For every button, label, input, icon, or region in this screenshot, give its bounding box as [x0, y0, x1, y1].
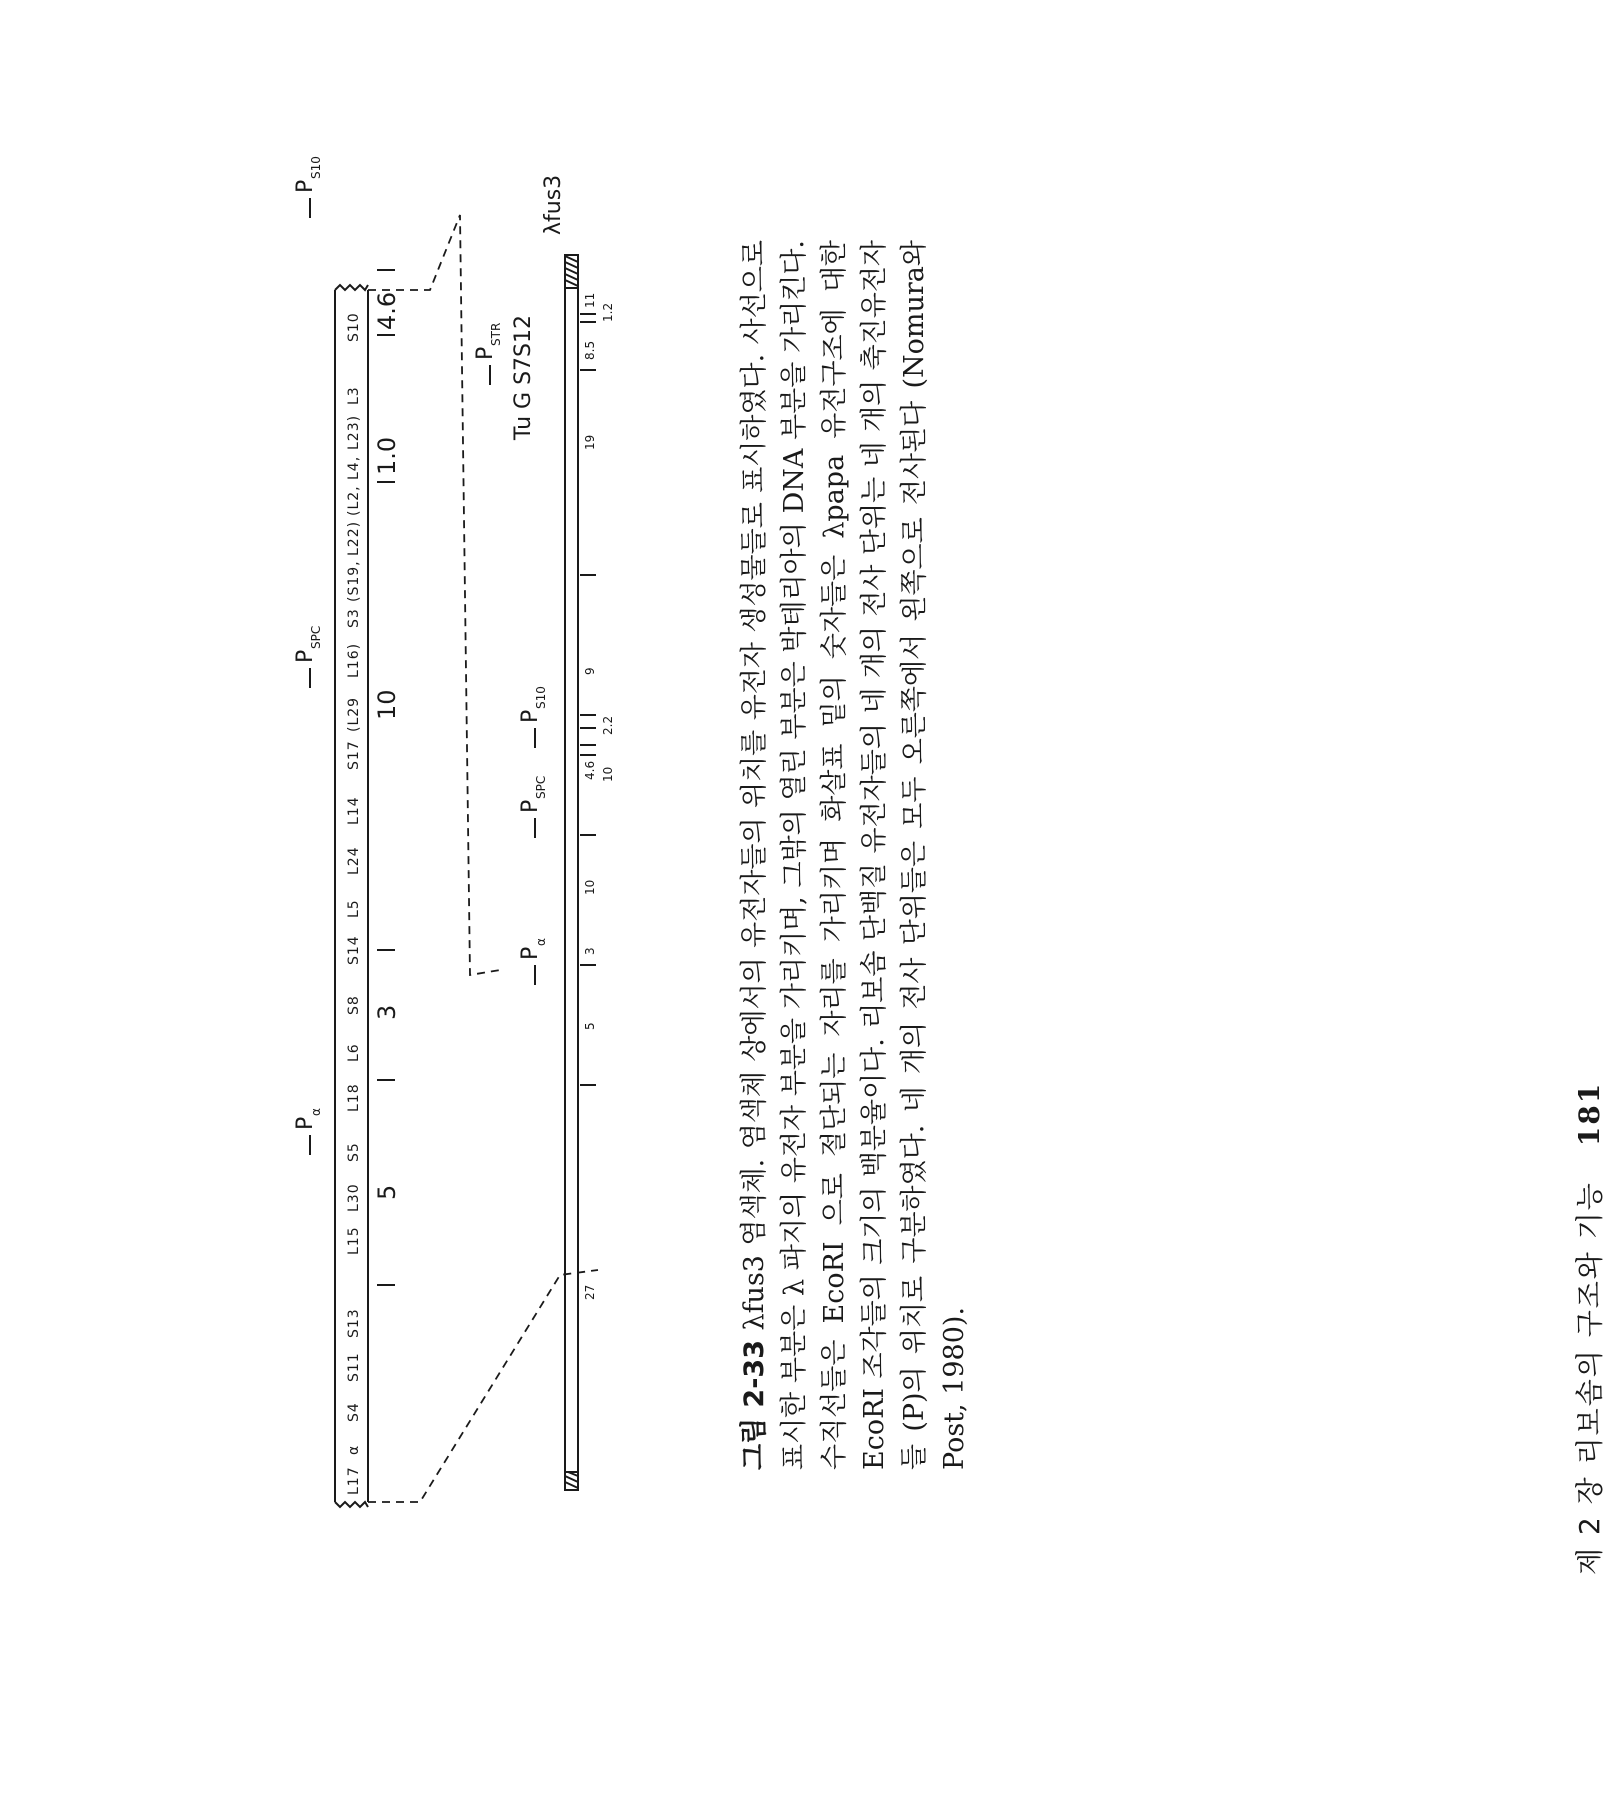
- gene-label: L18: [346, 1083, 362, 1112]
- str-genes-label: Tu G S7S12: [511, 315, 536, 440]
- promoter-p-str: [473, 323, 503, 385]
- fragment-number: 5: [583, 1022, 597, 1030]
- gene-label: α: [346, 1444, 362, 1455]
- fragment-number: 10: [583, 879, 597, 895]
- gene-label: S4: [346, 1402, 362, 1422]
- gene-label: L15: [346, 1226, 362, 1255]
- chapter-title: 제 2 장 리보솜의 구조와 기능: [1573, 1181, 1606, 1575]
- gene-label: L5: [346, 899, 362, 918]
- svg-text:P: P: [518, 946, 543, 960]
- gene-label: L3: [346, 386, 362, 405]
- gene-map-diagram: [0, 0, 700, 1800]
- gene-label: L16): [346, 642, 362, 678]
- gene-label: S13: [346, 1308, 362, 1338]
- svg-text:P: P: [473, 346, 498, 360]
- transcription-unit-numbers: [373, 292, 401, 1200]
- svg-text:α: α: [534, 938, 548, 946]
- svg-text:S10: S10: [534, 686, 548, 709]
- promoter-p-alpha: [293, 1108, 323, 1155]
- gene-label: S10: [346, 312, 362, 342]
- gene-label: L23): [346, 414, 362, 450]
- svg-text:P: P: [518, 799, 543, 813]
- promoter-p-s10-lower: [518, 686, 548, 748]
- lower-bar: [565, 255, 578, 1490]
- gene-label: L30: [346, 1183, 362, 1212]
- fragment-number: 10: [601, 766, 615, 782]
- svg-text:P: P: [518, 709, 543, 723]
- svg-text:SPC: SPC: [309, 625, 323, 649]
- svg-text:SPC: SPC: [534, 775, 548, 799]
- gene-label: (L29: [346, 696, 362, 732]
- fragment-number: 11: [583, 292, 597, 308]
- gene-label: L22): [346, 520, 362, 556]
- gene-label: S11: [346, 1352, 362, 1382]
- svg-text:P: P: [293, 1116, 318, 1130]
- page-footer: [1568, 1082, 1608, 1575]
- gene-label: L4,: [346, 455, 362, 480]
- phage-label: λfus3: [541, 174, 566, 235]
- promoter-p-s10: [293, 156, 323, 218]
- fragment-number: 4.6: [583, 760, 597, 780]
- fragment-number: 1.2: [601, 302, 615, 322]
- fragment-number: 9: [583, 667, 597, 675]
- unit-number: 3: [373, 1004, 401, 1020]
- promoter-p-alpha-lower: [518, 938, 548, 985]
- gene-label: L6: [346, 1043, 362, 1062]
- gene-label: S8: [346, 995, 362, 1015]
- top-promoters: [293, 156, 323, 1155]
- unit-number: 5: [373, 1184, 401, 1200]
- figure-caption: [735, 240, 975, 1470]
- gene-label: S5: [346, 1142, 362, 1162]
- fragment-number: 8.5: [583, 340, 597, 360]
- lower-promoters: [473, 175, 566, 985]
- gene-label: S14: [346, 935, 362, 965]
- page-number: 181: [1573, 1081, 1606, 1147]
- fragment-number: 3: [583, 947, 597, 955]
- svg-text:STR: STR: [489, 322, 503, 346]
- dashed-connectors: [368, 215, 598, 1502]
- fragment-number: 19: [583, 434, 597, 450]
- gene-label: L14: [346, 796, 362, 825]
- fragment-number: 27: [583, 1284, 597, 1300]
- gene-label: (L2,: [346, 485, 362, 516]
- fragment-number: 2.2: [601, 715, 615, 735]
- unit-number: 1.0: [373, 436, 401, 475]
- gene-labels: [346, 312, 362, 1495]
- ecori-fragment-numbers: [583, 293, 615, 1300]
- gene-label: L17: [346, 1466, 362, 1495]
- figure-label: 그림 2-33: [739, 1340, 770, 1470]
- transcription-units: [377, 270, 395, 1285]
- unit-number: 4.6: [373, 291, 401, 330]
- gene-label: L24: [346, 846, 362, 875]
- gene-label: S17: [346, 740, 362, 770]
- svg-text:α: α: [309, 1108, 323, 1116]
- gene-label: S3: [346, 608, 362, 628]
- caption-text: λfus3 염색체. 염색체 상에서의 유전자들의 위치를 유전자 생성물들로 표시하였다. 사선으로 표시한 부분은 λ 파지의 유전자 부분을 가리키며, 그밖의 열린 부분은 박테리아의 DNA 부분을 가리킨다. 수직선들은 EcoRI 으로 절단되는 자리를 가리키며 화살표 밑의 숫자들은 λpapa 유전구조에 대한 EcoRI 조각들의 크기의 백분율이다. 리보솜 단백질 유전자들의 네 개의 전사 단위는 네 개의 축진유전자들 (P)의 위치로 구분하였다. 네 개의 전사 단위들은 모두 오른쪽에서 왼쪽으로 전사된다 (Nomura와 Post, 1980).: [739, 240, 970, 1470]
- svg-text:S10: S10: [309, 156, 323, 179]
- promoter-p-spc: [293, 626, 323, 688]
- gene-label: (S19,: [346, 560, 362, 602]
- svg-text:P: P: [293, 179, 318, 193]
- promoter-p-spc-lower: [518, 776, 548, 838]
- unit-number: 10: [373, 689, 401, 720]
- ecori-cuts: [580, 314, 596, 1085]
- svg-text:P: P: [293, 649, 318, 663]
